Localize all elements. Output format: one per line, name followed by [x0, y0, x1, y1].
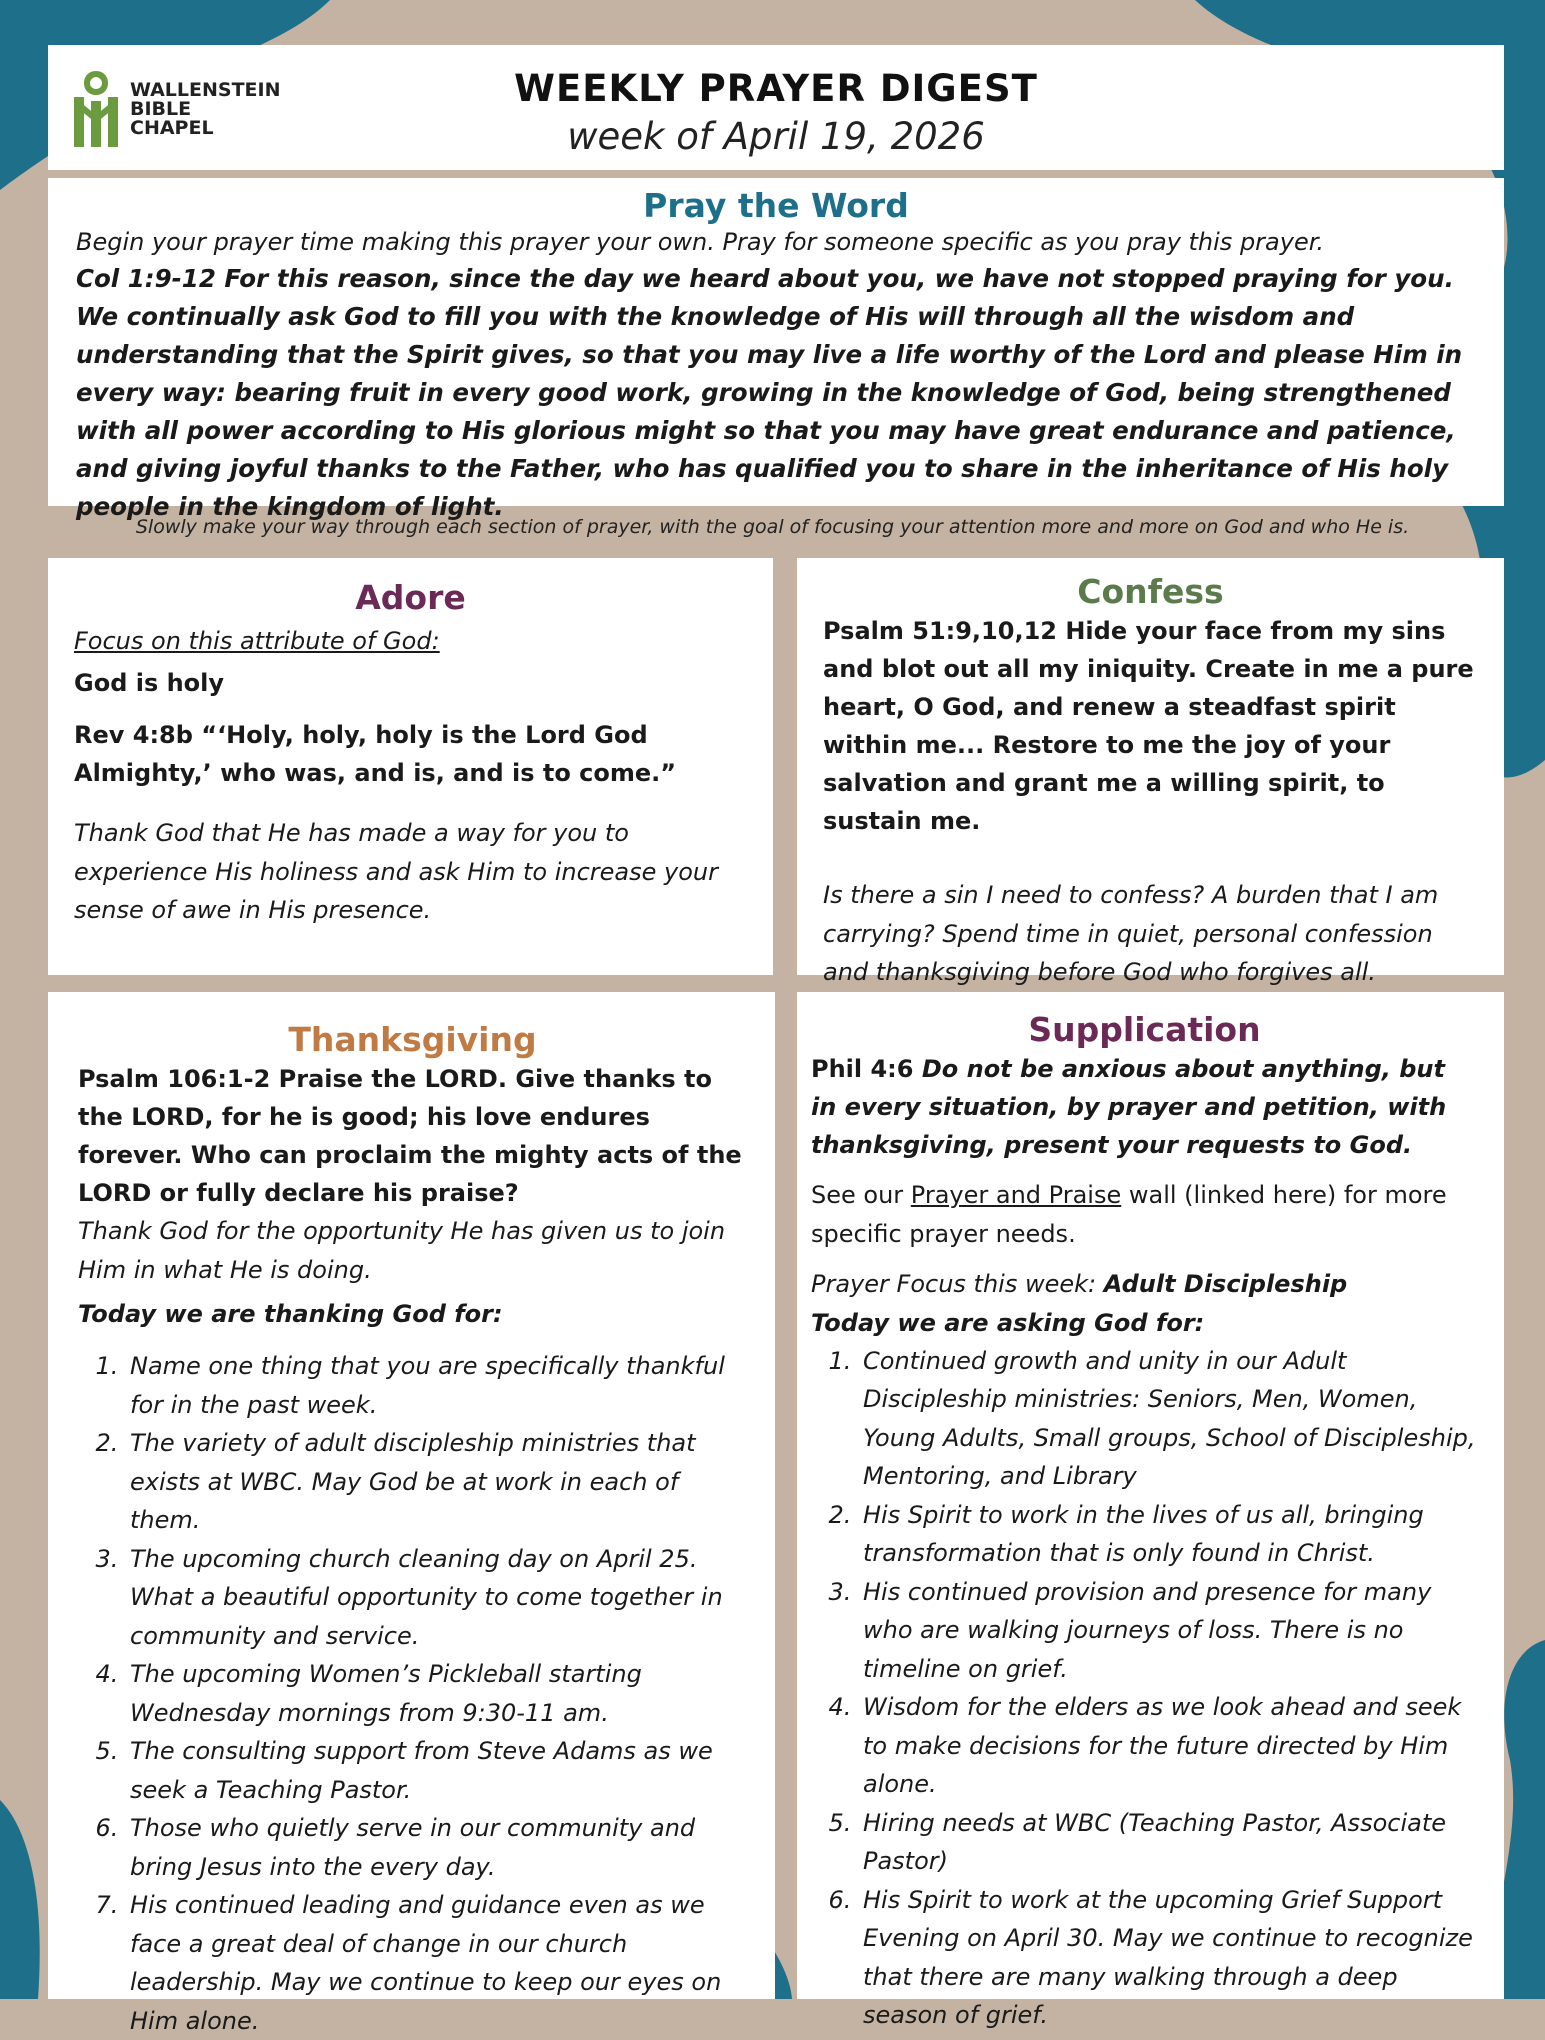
page-title: WEEKLY PRAYER DIGEST [514, 67, 1038, 110]
bottom-left-blob [0, 1800, 40, 1999]
list-item: 4. The upcoming Women’s Pickleball starting Wednesday mornings from 9:30-11 am. [126, 1655, 747, 1732]
thanksgiving-list [78, 1347, 747, 2040]
page-subtitle: week of April 19, 2026 [567, 115, 985, 158]
pray-the-word-section [48, 178, 1504, 521]
adore-section [48, 558, 773, 975]
supplication-list [811, 1342, 1478, 2035]
wall-pre: See our [811, 1181, 911, 1209]
section-title: Adore [355, 578, 466, 617]
scripture-verse: Rev 4:8b “‘Holy, holy, holy is the Lord God Almighty,’ who was, and is, and is to come.” [74, 721, 677, 787]
guidance-note: Slowly make your way through each section of prayer, with the goal of focusing your attention more and more on God and who He is. [135, 516, 1410, 538]
list-item: 7. His continued leading and guidance even as we face a great deal of change in our church leadership. May we continue to keep our eyes on Him alone. [126, 1886, 747, 2040]
prayer-and-praise-link[interactable]: Prayer and Praise [910, 1181, 1122, 1209]
list-item: 5. The consulting support from Steve Adams as we seek a Teaching Pastor. [126, 1732, 747, 1809]
scripture-verse: Psalm 51:9,10,12 Hide your face from my sins and blot out all my iniquity. Create in me a pure heart, O God, and renew a steadfast spirit within me... Restore to me the joy of your salvation and grant me a willing spirit, to sustain me. [823, 617, 1474, 835]
section-title: Thanksgiving [288, 1020, 537, 1059]
focus-label: Focus on this attribute of God: [74, 627, 440, 655]
section-title: Supplication [1028, 1010, 1261, 1049]
verse-text: Do not be anxious about anything, but in every situation, by prayer and petition, with thanksgiving, present your requests to God. [811, 1055, 1447, 1159]
prayer-focus [811, 1265, 1478, 1304]
scripture-verse: Psalm 106:1-2 Praise the LORD. Give thanks to the LORD, for he is good; his love endures forever. Who can proclaim the mighty acts of the LORD or fully declare his praise? [78, 1065, 742, 1207]
attribute: God is holy [74, 669, 225, 697]
intro-text: Begin your prayer time making this prayer your own. Pray for someone specific as you pray this prayer. [76, 228, 1325, 256]
verse-reference: Phil 4:6 [811, 1055, 922, 1083]
wall-post: wall (linked here) for more specific prayer needs. [811, 1181, 1447, 1248]
focus-value: Adult Discipleship [1103, 1270, 1348, 1298]
scripture-verse [811, 1050, 1478, 1164]
header [48, 45, 1504, 170]
list-item: 1. Name one thing that you are specifically thankful for in the past week. [126, 1347, 747, 1424]
logo-line: CHAPEL [130, 116, 214, 139]
scripture-verse: Col 1:9-12 For this reason, since the day we heard about you, we have not stopped praying for you. We continually ask God to fill you with the knowledge of His will through all the wisdom and understanding that the Spirit gives, so that you may live a life worthy of the Lord and please Him in every way: bearing fruit in every good work, growing in the knowledge of God, being strengthened with all power according to His glorious might so that you may have great endurance and patience, and giving joyful thanks to the Father, who has qualified you to share in the inheritance of His holy people in the kingdom of light. [76, 264, 1463, 521]
prayer-prompt: Thank God that He has made a way for you to experience His holiness and ask Him to increase your sense of awe in His presence. [74, 819, 719, 924]
prayer-prompt: Is there a sin I need to confess? A burden that I am carrying? Spend time in quiet, personal confession and thanksgiving before God who forgives all. [823, 881, 1439, 986]
list-item: 3. The upcoming church cleaning day on April 25. What a beautiful opportunity to come together in community and service. [126, 1540, 747, 1656]
list-item: 5. Hiring needs at WBC (Teaching Pastor, Associate Pastor) [859, 1804, 1478, 1881]
thanksgiving-section [48, 992, 775, 2035]
focus-label: Prayer Focus this week: [811, 1270, 1104, 1298]
confess-section [797, 558, 1504, 986]
section-title: Pray the Word [643, 186, 909, 225]
logo-line: WALLENSTEIN [130, 78, 281, 101]
logo-line: BIBLE [130, 97, 192, 120]
list-item: 2. His Spirit to work in the lives of us all, bringing transformation that is only found in Christ. [859, 1496, 1478, 1573]
section-title: Confess [1077, 572, 1224, 611]
prayer-prompt: Thank God for the opportunity He has given us to join Him in what He is doing. [78, 1217, 726, 1284]
list-item: 4. Wisdom for the elders as we look ahead and seek to make decisions for the future directed by Him alone. [859, 1688, 1478, 1804]
list-item: 2. The variety of adult discipleship ministries that exists at WBC. May God be at work in each of them. [126, 1424, 747, 1540]
supplication-section [797, 992, 1504, 2029]
list-heading: Today we are asking God for: [811, 1308, 1205, 1337]
list-item: 6. His Spirit to work at the upcoming Grief Support Evening on April 30. May we continue to recognize that there are many walking through a deep season of grief. [859, 1881, 1478, 2035]
prayer-wall-text [811, 1176, 1478, 1253]
list-item: 1. Continued growth and unity in our Adult Discipleship ministries: Seniors, Men, Women, Young Adults, Small groups, School of Discipleship, Mentoring, and Library [859, 1342, 1478, 1496]
list-item: 6. Those who quietly serve in our community and bring Jesus into the every day. [126, 1809, 747, 1886]
list-heading: Today we are thanking God for: [78, 1300, 503, 1328]
list-item: 3. His continued provision and presence for many who are walking journeys of loss. There is no timeline on grief. [859, 1573, 1478, 1689]
